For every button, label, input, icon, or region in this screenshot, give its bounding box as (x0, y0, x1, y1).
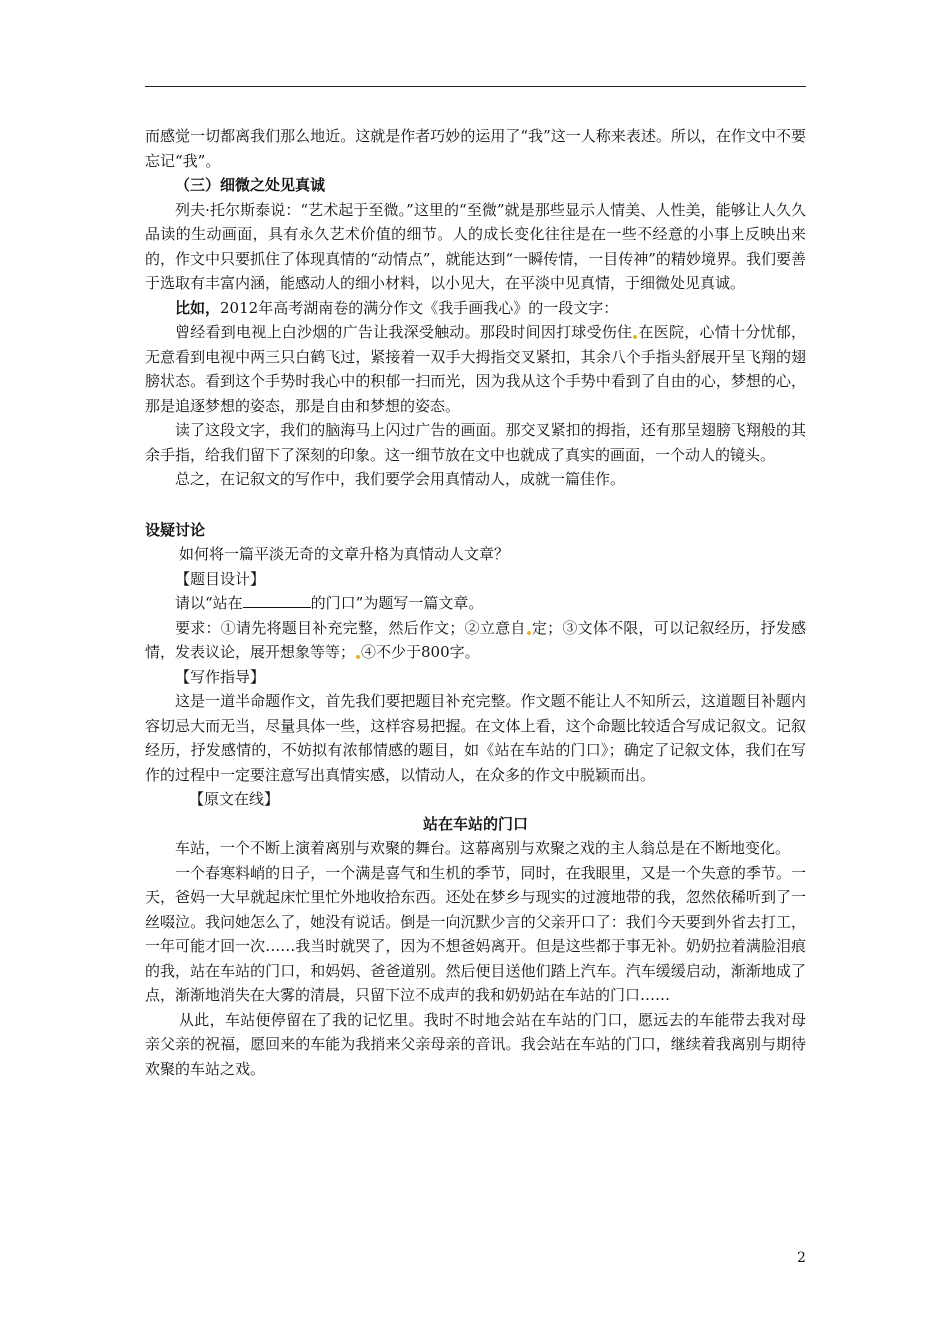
req-part-3: ④不少于800字。 (361, 643, 480, 661)
design-label: 【题目设计】 (175, 569, 266, 588)
original-label: 【原文在线】 (189, 790, 280, 808)
essay-paragraph-2: 一个春寒料峭的日子，一个满是喜气和生机的季节，同时，在我眼里，又是一个失意的季节。一天，爸妈一大早就起床忙里忙外地收拾东西。还处在梦乡与现实的过渡地带的我，忽然依稀听到了一丝啜泣。我问她怎么了，她没有说话。倒是一向沉默少言的父亲开口了：我们今天要到外省去打工，一年可能才回一次……我当时就哭了，因为不想爸妈离开。但是这些都于事无补。奶奶拉着满脸泪痕的我，站在车站的门口，和妈妈、爸爸道别。然后便目送他们踏上汽车。汽车缓缓启动，渐渐地成了点，渐渐地消失在大雾的清晨，只留下泣不成声的我和奶奶站在车站的门口…… (145, 863, 806, 1004)
continued-paragraph: 而感觉一切都离我们那么地近。这就是作者巧妙的运用了“我”这一人称来表述。所以，在作文中不要忘记“我”。 (145, 127, 806, 170)
quote-part-2: 在医院，心情十分忧郁，无意看到电视中两三只白鹤飞过，紧接着一双手大拇指交叉紧扣，其余八个手指头舒展开呈飞翔的翅膀状态。看到这个手势时我心中的积郁一扫而光，因为我从这个手势中看到了自由的心，梦想的心，那是追逐梦想的姿态，那是自由和梦想的姿态。 (145, 323, 806, 415)
essay-title: 站在车站的门口 (422, 814, 528, 833)
edit-mark-icon (527, 631, 531, 635)
quote-paragraph (145, 320, 806, 418)
page-number: 2 (797, 1250, 806, 1266)
req-part-1: 要求：①请先将题目补充完整，然后作文；②立意自 (175, 618, 526, 637)
essay-paragraph-3: 从此，车站便停留在了我的记忆里。我时不时地会站在车站的门口，愿远去的车能带去我对母亲父亲的祝福，愿回来的车能为我捎来父亲母亲的音讯。我会站在车站的门口，继续着我离别与期待欢聚的车站之戏。 (145, 1010, 806, 1078)
example-lead: 比如， (175, 298, 221, 317)
discussion-question: 如何将一篇平淡无奇的文章升格为真情动人文章？ (179, 545, 510, 563)
tolstoy-paragraph: 列夫·托尔斯泰说：“艺术起于至微。”这里的“至微”就是那些显示人情美、人性美，能够让人久久品读的生动画面，具有永久艺术价值的细节。人的成长变化往往是在一些不经意的小事上反映出来的，作文中只要抓住了体现真情的“动情点”，就能达到“一瞬传情，一目传神”的精妙境界。我们要善于选取有丰富内涵，能感动人的细小材料，以小见大，在平淡中见真情，于细微处见真诚。 (145, 200, 806, 292)
prompt-line (145, 591, 806, 616)
req-part-2: 定；③文体不限，可以记叙经历，抒发感情，发表议论，展开想象等等； (145, 618, 806, 661)
guide-label: 【写作指导】 (175, 667, 266, 686)
summary-paragraph: 总之，在记叙文的写作中，我们要学会用真情动人，成就一篇佳作。 (175, 470, 626, 488)
essay-paragraph-1: 车站，一个不断上演着离别与欢聚的舞台。这幕离别与欢聚之戏的主人翁总是在不断地变化。 (175, 839, 791, 857)
quote-part-1: 曾经看到电视上白沙烟的广告让我深受触动。那段时间因打球受伤住 (175, 323, 633, 341)
section-3-heading: （三）细微之处见真诚 (175, 176, 326, 194)
prompt-after: 的门口”为题写一篇文章。 (310, 594, 484, 612)
example-rest: 2012年高考湖南卷的满分作文《我手画我心》的一段文字： (220, 298, 619, 317)
edit-mark-icon (356, 655, 360, 659)
document-body (145, 124, 806, 1081)
guide-paragraph: 这是一道半命题作文，首先我们要把题目补充完整。作文题不能让人不知所云，这道题目补题内容切忌大而无当，尽量具体一些，这样容易把握。在文体上看，这个命题比较适合写成记叙文。记叙经历，抒发感情的，不妨拟有浓郁情感的题目，如《站在车站的门口》；确定了记叙文体，我们在写作的过程中一定要注意写出真情实感，以情动人，在众多的作文中脱颖而出。 (145, 692, 806, 784)
example-intro (145, 296, 806, 321)
prompt-blank (243, 595, 311, 608)
prompt-before: 请以“站在 (175, 594, 243, 612)
discussion-heading: 设疑讨论 (145, 520, 206, 539)
edit-mark-icon (633, 335, 637, 339)
reading-paragraph: 读了这段文字，我们的脑海马上闪过广告的画面。那交叉紧扣的拇指，还有那呈翅膀飞翔般的其余手指，给我们留下了深刻的印象。这一细节放在文中也就成了真实的画面，一个动人的镜头。 (145, 421, 806, 464)
requirements-paragraph (145, 616, 806, 665)
header-rule (145, 86, 806, 87)
